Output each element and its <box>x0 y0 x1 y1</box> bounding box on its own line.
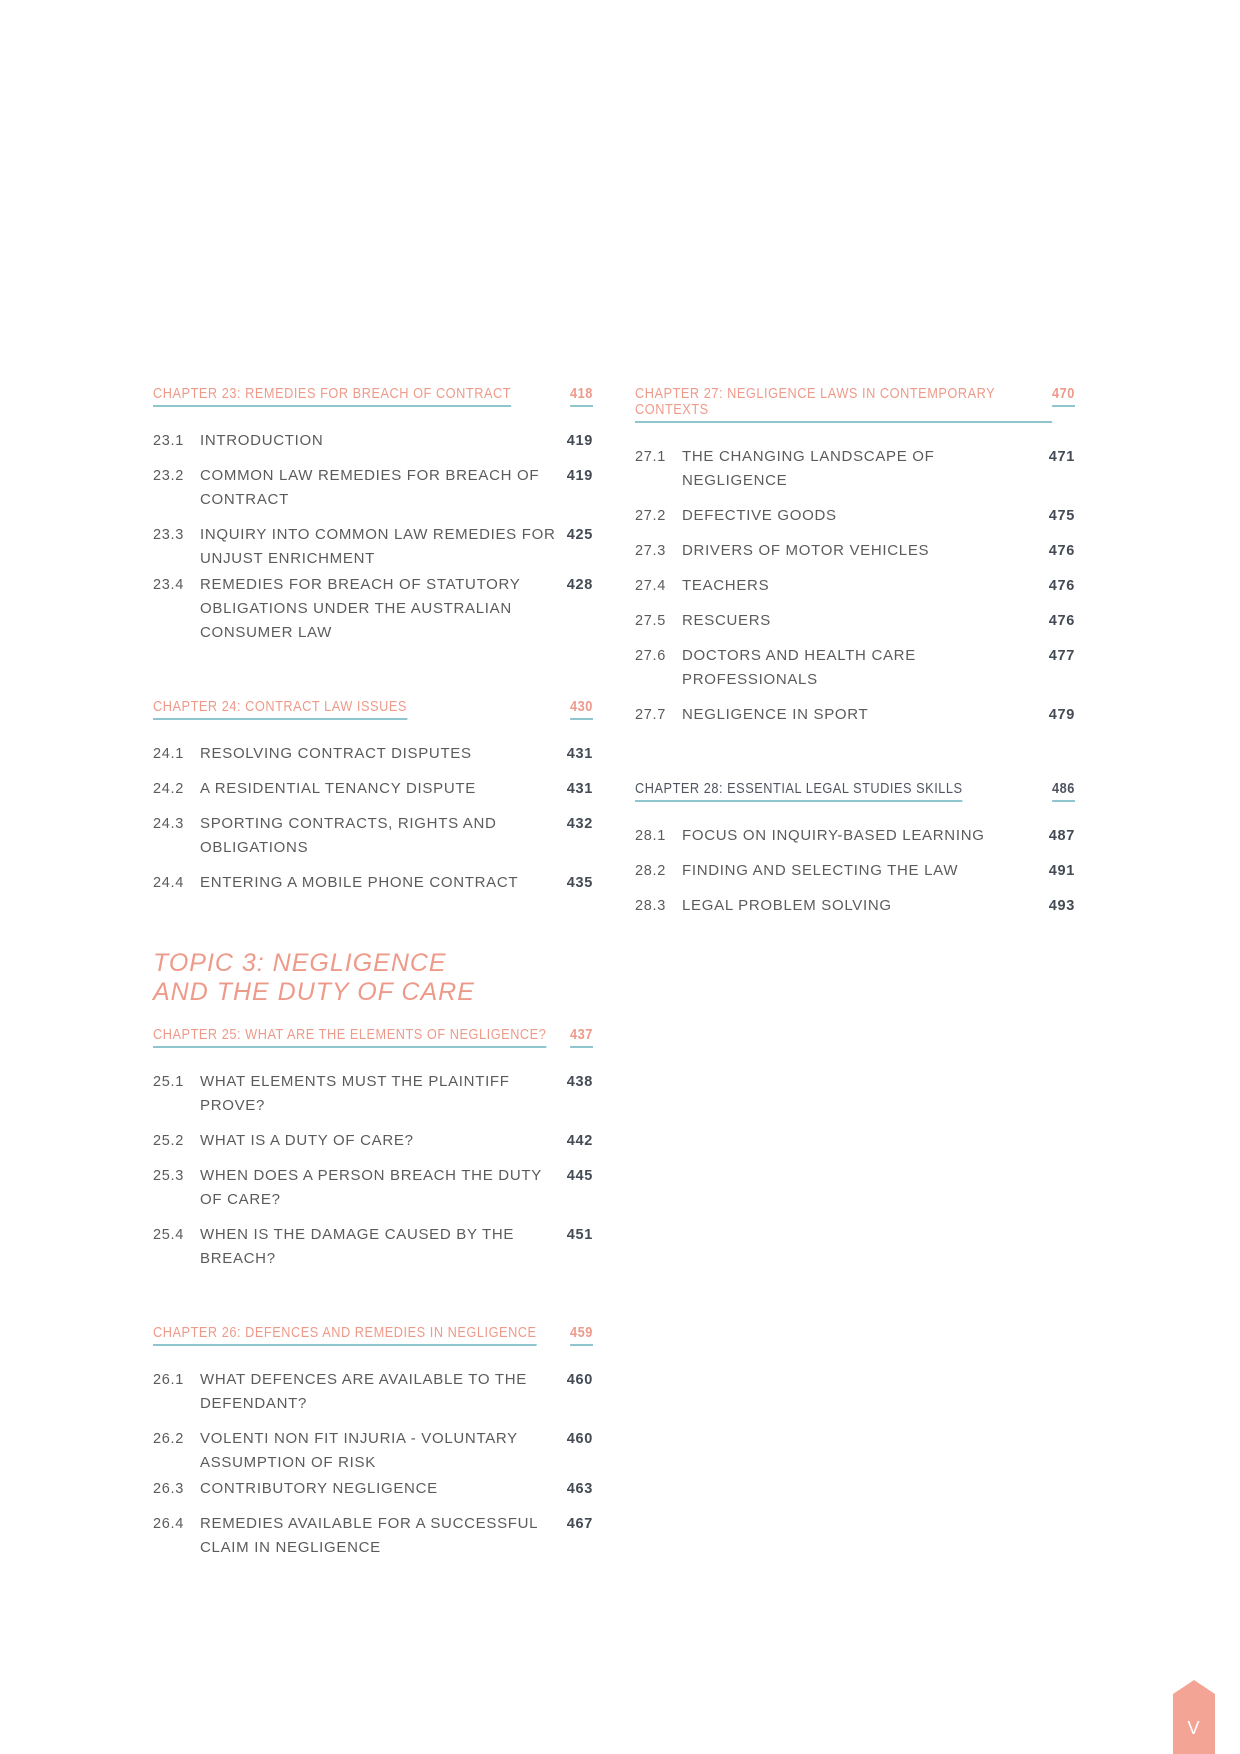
toc-entry[interactable] <box>635 824 1075 848</box>
section-number: 25.4 <box>153 1227 185 1243</box>
topic-heading: TOPIC 3: NEGLIGENCE AND THE DUTY OF CARE <box>153 949 475 1006</box>
section-page-number: 493 <box>1048 898 1075 914</box>
toc-entry[interactable] <box>153 1477 593 1501</box>
section-number: 27.1 <box>635 449 667 465</box>
chapter-25 <box>153 1027 593 1271</box>
section-number: 27.6 <box>635 648 667 664</box>
section-page-number: 491 <box>1048 863 1075 879</box>
section-page-number: 431 <box>566 746 593 762</box>
section-title: COMMON LAW REMEDIES FOR BREACH OF CONTRACT <box>200 467 540 508</box>
chapter-27 <box>635 386 1075 727</box>
section-number: 27.2 <box>635 508 667 524</box>
section-page-number: 476 <box>1048 543 1075 559</box>
section-title: WHEN IS THE DAMAGE CAUSED BY THE BREACH? <box>200 1226 515 1267</box>
toc-entry[interactable] <box>635 445 1075 493</box>
section-number: 26.3 <box>153 1481 185 1497</box>
toc-entry[interactable] <box>635 894 1075 918</box>
section-page-number: 445 <box>566 1168 593 1184</box>
section-page-number: 479 <box>1048 707 1075 723</box>
chapter-title[interactable]: CHAPTER 24: CONTRACT LAW ISSUES <box>153 699 407 720</box>
toc-entry[interactable] <box>153 1070 593 1118</box>
section-number: 26.1 <box>153 1372 185 1388</box>
section-page-number: 431 <box>566 781 593 797</box>
toc-entry[interactable] <box>153 742 593 766</box>
toc-entry[interactable] <box>635 859 1075 883</box>
section-number: 24.2 <box>153 781 185 797</box>
section-number: 26.2 <box>153 1431 185 1447</box>
toc-entry[interactable] <box>153 1164 593 1212</box>
section-title: DRIVERS OF MOTOR VEHICLES <box>682 542 930 559</box>
toc-entry[interactable] <box>153 812 593 860</box>
section-page-number: 460 <box>566 1431 593 1447</box>
chapter-26 <box>153 1325 593 1560</box>
toc-entry[interactable] <box>153 1427 593 1475</box>
section-title: FOCUS ON INQUIRY-BASED LEARNING <box>682 827 985 844</box>
section-page-number: 432 <box>566 816 593 832</box>
toc-entry[interactable] <box>153 1223 593 1271</box>
section-title: RESOLVING CONTRACT DISPUTES <box>200 745 472 762</box>
section-page-number: 476 <box>1048 578 1075 594</box>
section-page-number: 435 <box>566 875 593 891</box>
section-page-number: 476 <box>1048 613 1075 629</box>
section-number: 25.2 <box>153 1133 185 1149</box>
toc-entry[interactable] <box>153 429 593 453</box>
section-number: 28.3 <box>635 898 667 914</box>
section-title: REMEDIES AVAILABLE FOR A SUCCESSFUL CLAIM IN NEGLIGENCE <box>200 1515 538 1556</box>
section-title: NEGLIGENCE IN SPORT <box>682 706 869 723</box>
chapter-header <box>153 699 593 720</box>
toc-left-column <box>153 386 593 1614</box>
section-number: 27.3 <box>635 543 667 559</box>
chapter-title[interactable]: CHAPTER 23: REMEDIES FOR BREACH OF CONTRACT <box>153 386 511 407</box>
chapter-page-number[interactable]: 430 <box>570 699 593 720</box>
chapter-header <box>635 386 1075 423</box>
section-number: 23.3 <box>153 527 185 543</box>
chapter-title[interactable]: CHAPTER 26: DEFENCES AND REMEDIES IN NEGLIGENCE <box>153 1325 537 1346</box>
toc-entry[interactable] <box>635 644 1075 692</box>
section-page-number: 425 <box>566 527 593 543</box>
chapter-page-number[interactable]: 486 <box>1052 781 1075 802</box>
section-page-number: 471 <box>1048 449 1075 465</box>
section-number: 27.4 <box>635 578 667 594</box>
section-page-number: 419 <box>566 433 593 449</box>
section-page-number: 442 <box>566 1133 593 1149</box>
section-number: 24.3 <box>153 816 185 832</box>
section-title: WHAT DEFENCES ARE AVAILABLE TO THE DEFENDANT? <box>200 1371 527 1412</box>
section-page-number: 477 <box>1048 648 1075 664</box>
section-title: INTRODUCTION <box>200 432 324 449</box>
toc-entry[interactable] <box>153 777 593 801</box>
section-number: 23.2 <box>153 468 185 484</box>
section-page-number: 419 <box>566 468 593 484</box>
chapter-page-number[interactable]: 418 <box>570 386 593 407</box>
toc-entry[interactable] <box>153 1129 593 1153</box>
toc-entry[interactable] <box>635 609 1075 633</box>
toc-entry[interactable] <box>153 1512 593 1560</box>
toc-entry[interactable] <box>153 523 593 571</box>
chapter-header <box>153 1027 593 1048</box>
chapter-28 <box>635 781 1075 918</box>
section-page-number: 487 <box>1048 828 1075 844</box>
section-title: A RESIDENTIAL TENANCY DISPUTE <box>200 780 476 797</box>
chapter-page-number[interactable]: 470 <box>1052 386 1075 407</box>
section-title: INQUIRY INTO COMMON LAW REMEDIES FOR UNJUST ENRICHMENT <box>200 526 556 567</box>
section-title: CONTRIBUTORY NEGLIGENCE <box>200 1480 438 1497</box>
chapter-page-number[interactable]: 459 <box>570 1325 593 1346</box>
toc-entry[interactable] <box>153 871 593 895</box>
section-title: SPORTING CONTRACTS, RIGHTS AND OBLIGATIONS <box>200 815 497 856</box>
section-number: 23.1 <box>153 433 185 449</box>
chapter-header <box>153 1325 593 1346</box>
section-page-number: 467 <box>566 1516 593 1532</box>
toc-entry[interactable] <box>153 1368 593 1416</box>
section-number: 27.7 <box>635 707 667 723</box>
section-title: WHEN DOES A PERSON BREACH THE DUTY OF CARE? <box>200 1167 542 1208</box>
section-title: DEFECTIVE GOODS <box>682 507 837 524</box>
toc-entry[interactable] <box>635 703 1075 727</box>
section-page-number: 428 <box>566 577 593 593</box>
section-page-number: 475 <box>1048 508 1075 524</box>
section-number: 27.5 <box>635 613 667 629</box>
section-title: TEACHERS <box>682 577 770 594</box>
section-number: 28.1 <box>635 828 667 844</box>
page-number-tab <box>1173 1680 1215 1754</box>
toc-entry[interactable] <box>153 464 593 512</box>
section-title: FINDING AND SELECTING THE LAW <box>682 862 959 879</box>
chapter-23 <box>153 386 593 645</box>
section-number: 28.2 <box>635 863 667 879</box>
chapter-header <box>153 386 593 407</box>
section-number: 24.1 <box>153 746 185 762</box>
section-number: 23.4 <box>153 577 185 593</box>
toc-entry[interactable] <box>153 573 593 645</box>
section-number: 24.4 <box>153 875 185 891</box>
section-number: 25.1 <box>153 1074 185 1090</box>
section-page-number: 460 <box>566 1372 593 1388</box>
chapter-header <box>635 781 1075 802</box>
chapter-title[interactable]: CHAPTER 25: WHAT ARE THE ELEMENTS OF NEGLIGENCE? <box>153 1027 546 1048</box>
section-title: DOCTORS AND HEALTH CARE PROFESSIONALS <box>682 647 916 688</box>
section-title: LEGAL PROBLEM SOLVING <box>682 897 892 914</box>
section-page-number: 438 <box>566 1074 593 1090</box>
toc-right-column <box>635 386 1075 972</box>
section-title: ENTERING A MOBILE PHONE CONTRACT <box>200 874 519 891</box>
section-number: 25.3 <box>153 1168 185 1184</box>
section-title: RESCUERS <box>682 612 771 629</box>
toc-entry[interactable] <box>635 539 1075 563</box>
toc-entry[interactable] <box>635 574 1075 598</box>
chapter-title[interactable]: CHAPTER 28: ESSENTIAL LEGAL STUDIES SKILLS <box>635 781 963 802</box>
section-title: THE CHANGING LANDSCAPE OF NEGLIGENCE <box>682 448 935 489</box>
toc-entry[interactable] <box>635 504 1075 528</box>
section-page-number: 463 <box>566 1481 593 1497</box>
section-page-number: 451 <box>566 1227 593 1243</box>
section-title: REMEDIES FOR BREACH OF STATUTORY OBLIGATIONS UNDER THE AUSTRALIAN CONSUMER LAW <box>200 576 521 641</box>
chapter-title[interactable]: CHAPTER 27: NEGLIGENCE LAWS IN CONTEMPORARY CONTEXTS <box>635 386 1052 423</box>
chapter-24 <box>153 699 593 895</box>
section-title: WHAT ELEMENTS MUST THE PLAINTIFF PROVE? <box>200 1073 510 1114</box>
section-title: WHAT IS A DUTY OF CARE? <box>200 1132 414 1149</box>
chapter-page-number[interactable]: 437 <box>570 1027 593 1048</box>
page-roman-numeral: V <box>1187 1718 1201 1738</box>
section-title: VOLENTI NON FIT INJURIA - VOLUNTARY ASSUMPTION OF RISK <box>200 1430 518 1471</box>
section-number: 26.4 <box>153 1516 185 1532</box>
